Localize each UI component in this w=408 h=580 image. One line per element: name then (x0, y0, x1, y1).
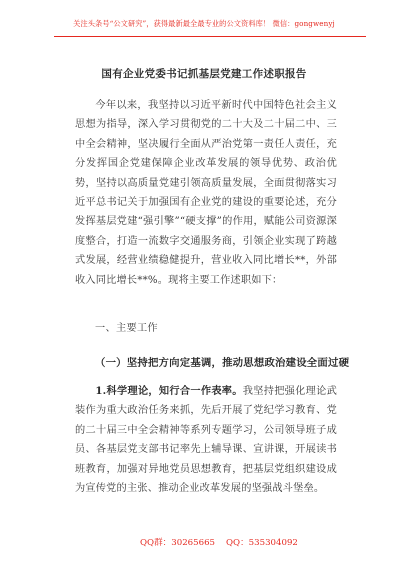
footer-qq-group: QQ群：30265665 (140, 538, 216, 548)
item-text: 我坚持把强化理论武装作为重大政治任务来抓，先后开展了党纪学习教育、党的二十届三中全会精神等系列专题学习，公司领导班子成员、各基层党支部书记率先上辅导课、宣讲课，开展读书班教育，加强对异地党员思想教育，把基层党组织建设成为宣传党的主张、推动企业改革发展的坚强战斗堡垒。 (75, 386, 337, 495)
item-paragraph (75, 382, 337, 498)
header-divider (54, 36, 366, 37)
subsection-heading: （一）坚持把方向定基调，推动思想政治建设全面过硬 (95, 357, 350, 369)
item-lead: 1.科学理论，知行合一作表率。 (95, 385, 243, 397)
document-title: 国有企业党委书记抓基层党建工作述职报告 (101, 68, 307, 80)
intro-paragraph: 今年以来，我坚持以习近平新时代中国特色社会主义思想为指导，深入学习贯彻党的二十大及二十届二中、三中全会精神，坚决履行全面从严治党第一责任人责任，充分发挥国企党建保障企业改革发展的领导优势、政治优势，坚持以高质量党建引领高质量发展，全面贯彻落实习近平总书记关于加强国有企业党的建设的重要论述，充分发挥基层党建“强引擎”“硬支撑”的作用，赋能公司资源深度整合，打造一流数字交通服务商，引领企业实现了跨越式发展，经营业绩稳健提升，营业收入同比增长**，外部收入同比增长**%。现将主要工作述职如下： (75, 100, 337, 286)
footer-qq-contact: QQ：535304092 (226, 538, 298, 548)
promo-banner: 关注头条号“公文研究”，获得最新最全最专业的公文资料库！ 微信：gongwenyj (73, 19, 335, 28)
section-heading: 一、主要工作 (95, 323, 158, 334)
